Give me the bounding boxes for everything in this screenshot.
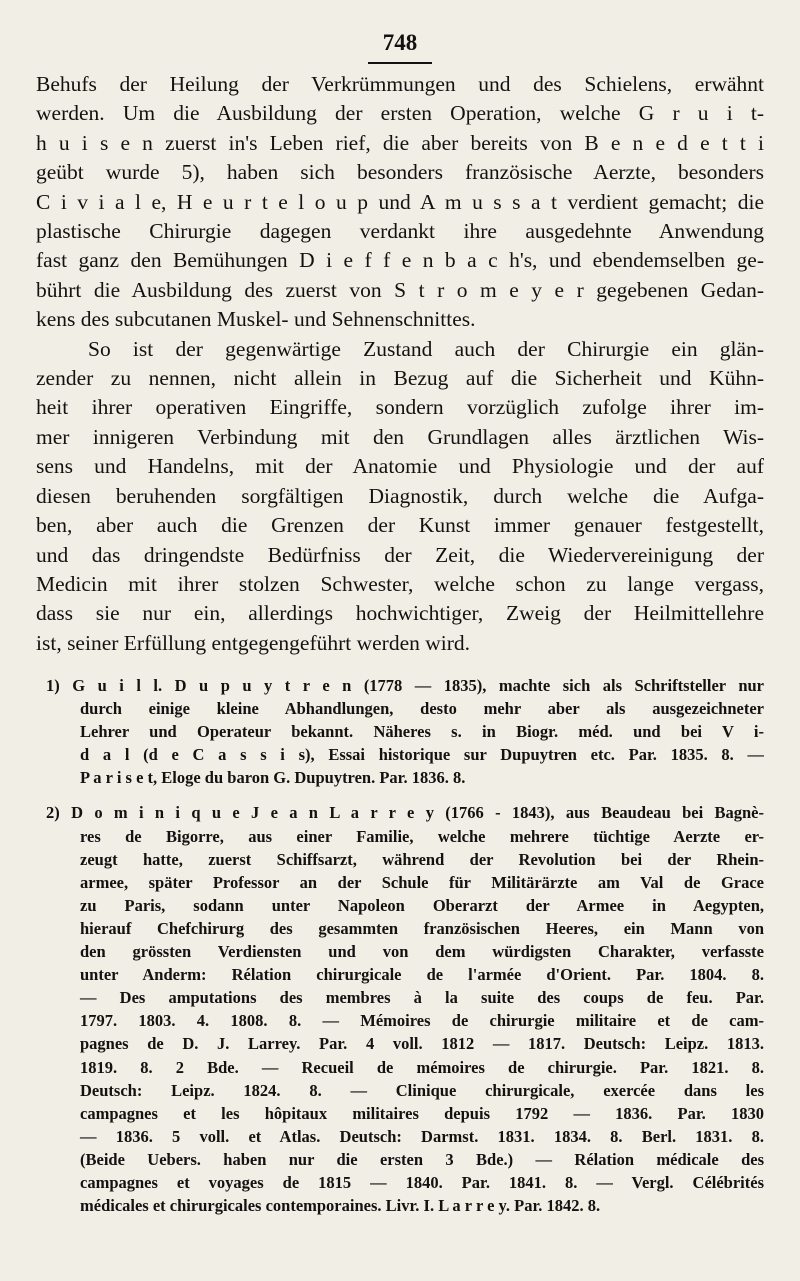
text-line: mer innigeren Verbindung mit den Grundlagen alles ärztlichen Wis- bbox=[36, 424, 764, 449]
text-line: heit ihrer operativen Eingriffe, sondern vorzüglich zufolge ihrer im- bbox=[36, 395, 764, 420]
text-line: Medicin mit ihrer stolzen Schwester, welche schon zu lange vergass, bbox=[36, 571, 764, 596]
footnote-line: campagnes et les hôpitaux militaires depuis 1792 — 1836. Par. 1830 bbox=[80, 1103, 764, 1123]
footnote-line: d a l (d e C a s s i s), Essai historique sur Dupuytren etc. Par. 1835. 8. — bbox=[80, 745, 764, 765]
footnote-line: 1797. 1803. 4. 1808. 8. — Mémoires de chirurgie militaire et de cam- bbox=[80, 1011, 764, 1031]
text-line: sens und Handelns, mit der Anatomie und Physiologie und der auf bbox=[36, 454, 764, 479]
footnote-line: zu Paris, sodann unter Napoleon Oberarzt der Armee in Aegypten, bbox=[80, 895, 764, 915]
footnote-line: hierauf Chefchirurg des gesammten französischen Heeres, ein Mann von bbox=[80, 918, 764, 938]
text-line: dass sie nur ein, allerdings hochwichtiger, Zweig der Heilmittellehre bbox=[36, 601, 764, 626]
text-line: So ist der gegenwärtige Zustand auch der Chirurgie ein glän- bbox=[88, 336, 764, 361]
footnote-line: Deutsch: Leipz. 1824. 8. — Clinique chirurgicale, exercée dans les bbox=[80, 1080, 764, 1100]
footnote-line: 1) G u i l l. D u p u y t r e n (1778 — 1835), machte sich als Schriftsteller nur bbox=[46, 676, 764, 695]
text-line: werden. Um die Ausbildung der ersten Operation, welche G r u i t- bbox=[36, 101, 764, 126]
text-line: kens des subcutanen Muskel- und Sehnenschnittes. bbox=[36, 307, 476, 332]
footnotes bbox=[36, 674, 764, 1217]
footnote-line: zeugt hatte, zuerst Schiffsarzt, während der Revolution bei der Rhein- bbox=[80, 849, 764, 869]
text-line: fast ganz den Bemühungen D i e f f e n b a c h's, und ebendemselben ge- bbox=[36, 248, 764, 273]
footnote-line: médicales et chirurgicales contemporaines. Livr. I. L a r r e y. Par. 1842. 8. bbox=[80, 1196, 601, 1216]
page-number-rule bbox=[368, 62, 432, 64]
text-line: ben, aber auch die Grenzen der Kunst immer genauer festgestellt, bbox=[36, 513, 764, 538]
footnote-line: pagnes de D. J. Larrey. Par. 4 voll. 1812 — 1817. Deutsch: Leipz. 1813. bbox=[80, 1034, 764, 1054]
footnote-line: res de Bigorre, aus einer Familie, welche mehrere tüchtige Aerzte er- bbox=[80, 826, 764, 846]
footnote-line: unter Anderm: Rélation chirurgicale de l'armée d'Orient. Par. 1804. 8. bbox=[80, 965, 764, 985]
main-text bbox=[36, 70, 764, 658]
text-line: C i v i a l e, H e u r t e l o u p und A m u s s a t verdient gemacht; die bbox=[36, 189, 764, 214]
text-line: plastische Chirurgie dagegen verdankt ihre ausgedehnte Anwendung bbox=[36, 219, 764, 244]
footnote-line: Lehrer und Operateur bekannt. Näheres s. in Biogr. méd. und bei V i- bbox=[80, 722, 764, 742]
footnote-1 bbox=[36, 674, 764, 789]
footnote-line: (Beide Uebers. haben nur die ersten 3 Bde.) — Rélation médicale des bbox=[80, 1149, 764, 1169]
text-line: bührt die Ausbildung des zuerst von S t r o m e y e r gegebenen Gedan- bbox=[36, 277, 764, 302]
footnote-line: P a r i s e t, Eloge du baron G. Dupuytren. Par. 1836. 8. bbox=[80, 768, 466, 788]
footnote-2 bbox=[36, 801, 764, 1217]
footnote-line: durch einige kleine Abhandlungen, desto mehr aber als ausgezeichneter bbox=[80, 699, 764, 719]
footnote-line: armee, später Professor an der Schule für Militärärzte am Val de Grace bbox=[80, 872, 764, 892]
footnote-line: — Des amputations des membres à la suite des coups de feu. Par. bbox=[80, 988, 764, 1008]
footnote-line: campagnes et voyages de 1815 — 1840. Par. 1841. 8. — Vergl. Célébrités bbox=[80, 1172, 764, 1192]
footnote-line: 2) D o m i n i q u e J e a n L a r r e y (1766 - 1843), aus Beaudeau bei Bagnè- bbox=[46, 803, 764, 823]
text-line: geübt wurde 5), haben sich besonders französische Aerzte, besonders bbox=[36, 160, 764, 185]
footnote-line: 1819. 8. 2 Bde. — Recueil de mémoires de chirurgie. Par. 1821. 8. bbox=[80, 1057, 764, 1077]
text-line: h u i s e n zuerst in's Leben rief, die aber bereits von B e n e d e t t i bbox=[36, 130, 764, 155]
text-line: Behufs der Heilung der Verkrümmungen und des Schielens, erwähnt bbox=[36, 72, 764, 96]
footnote-line: — 1836. 5 voll. et Atlas. Deutsch: Darmst. 1831. 1834. 8. Berl. 1831. 8. bbox=[80, 1126, 764, 1146]
footnote-line: den grössten Verdiensten und von dem würdigsten Charakter, verfasste bbox=[80, 942, 764, 962]
page-number: 748 bbox=[382, 30, 418, 55]
text-line: diesen beruhenden sorgfältigen Diagnostik, durch welche die Aufga- bbox=[36, 483, 764, 508]
text-line: zender zu nennen, nicht allein in Bezug auf die Sicherheit und Kühn- bbox=[36, 366, 764, 391]
text-line: ist, seiner Erfüllung entgegengeführt werden wird. bbox=[36, 630, 471, 655]
text-line: und das dringendste Bedürfniss der Zeit, die Wiedervereinigung der bbox=[36, 542, 764, 567]
footnote-gap bbox=[36, 789, 764, 801]
